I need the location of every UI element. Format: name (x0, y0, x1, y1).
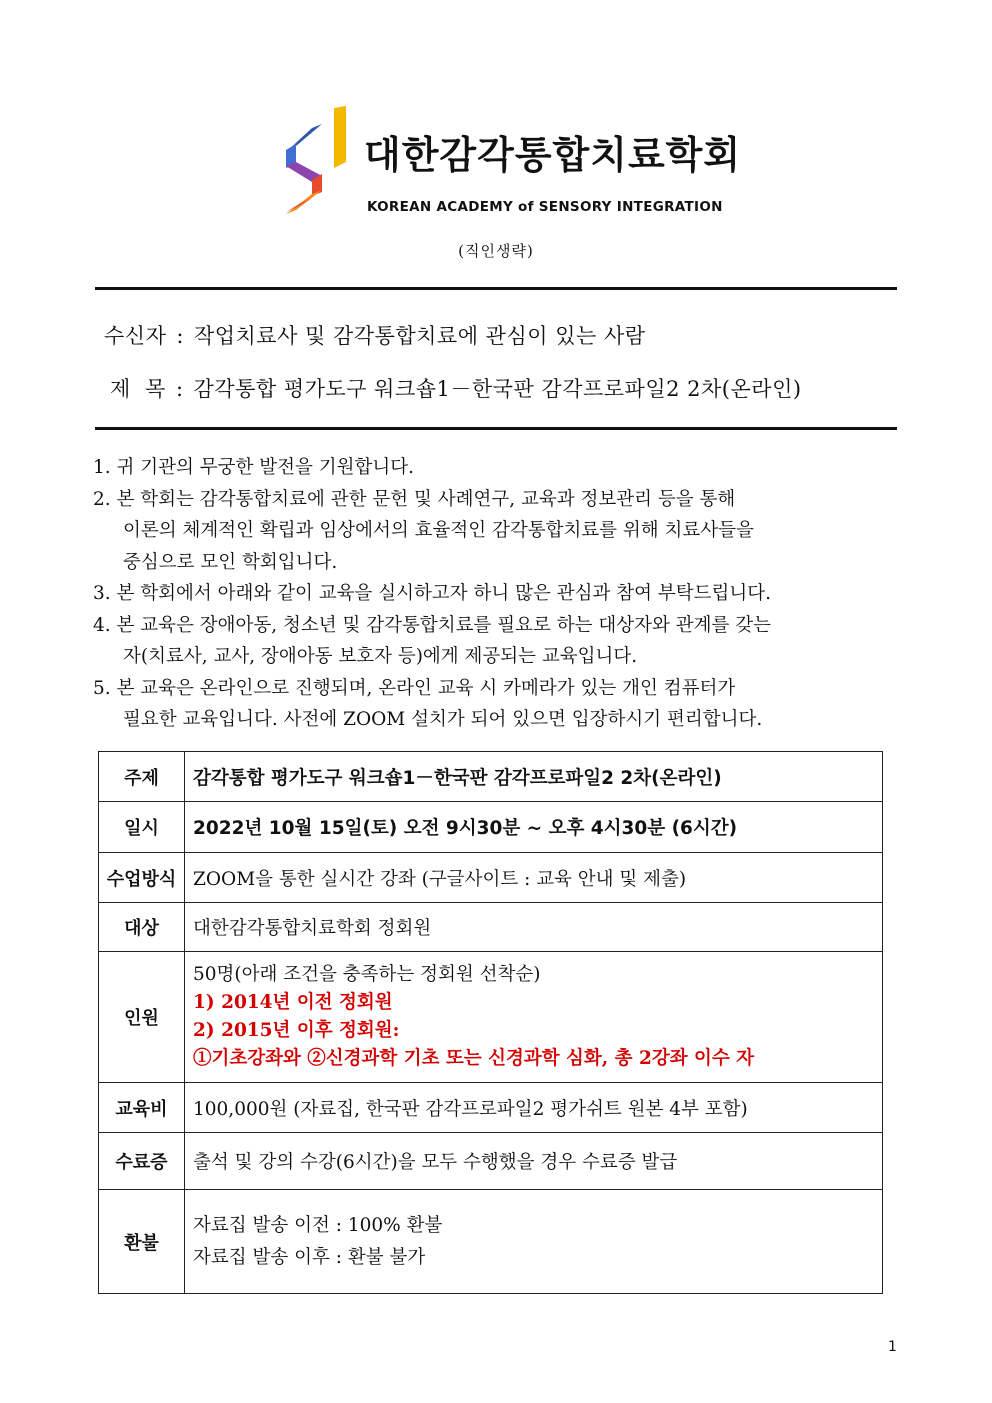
recipient-value: 작업치료사 및 감각통합치료에 관심이 있는 사람 (193, 324, 646, 348)
method-label: 수업방식 (99, 853, 185, 903)
table-row (99, 802, 883, 853)
fee-label: 교육비 (99, 1083, 185, 1133)
table-row (99, 1133, 883, 1190)
subject-line: 제 목 : 감각통합 평가도구 워크숍1－한국판 감각프로파일2 2차(온라인) (110, 377, 802, 401)
subject-label: 제 목 (110, 377, 166, 401)
capacity-label: 인원 (99, 952, 185, 1083)
header-bottom-rule (95, 427, 897, 430)
refund-line-1: 자료집 발송 이전 : 100% 환불 (193, 1214, 443, 1236)
date-value: 2022년 10월 15일(토) 오전 9시30분 ~ 오후 4시30분 (6시간) (185, 802, 883, 853)
body-item-2-cont: 중심으로 모인 학회입니다. (123, 551, 338, 573)
letter-body (93, 452, 903, 736)
table-row (99, 1083, 883, 1133)
recipient-line: 수신자 : 작업치료사 및 감각통합치료에 관심이 있는 사람 (104, 324, 646, 348)
topic-label: 주제 (99, 752, 185, 802)
recipient-label: 수신자 (104, 324, 167, 348)
body-item-4: 4. 본 교육은 장애아동, 청소년 및 감각통합치료를 필요로 하는 대상자와 관계를 갖는 (93, 614, 771, 636)
table-row (99, 752, 883, 802)
body-item-3: 3. 본 학회에서 아래와 같이 교육을 실시하고자 하니 많은 관심과 참여 부탁드립니다. (93, 583, 771, 604)
subject-value: 감각통합 평가도구 워크숍1－한국판 감각프로파일2 2차(온라인) (193, 377, 802, 401)
refund-label: 환불 (99, 1190, 185, 1294)
header-top-rule (95, 287, 897, 290)
academy-logo (282, 106, 742, 216)
certificate-value: 출석 및 강의 수강(6시간)을 모두 수행했을 경우 수료증 발급 (185, 1133, 883, 1190)
certificate-label: 수료증 (99, 1133, 185, 1190)
body-item-2-cont: 이론의 체계적인 확립과 임상에서의 효율적인 감각통합치료를 위해 치료사들을 (123, 520, 754, 541)
seal-omitted-note: (직인생략) (458, 242, 534, 260)
body-item-1: 1. 귀 기관의 무궁한 발전을 기원합니다. (93, 457, 415, 478)
body-item-5-cont: 필요한 교육입니다. 사전에 ZOOM 설치가 되어 있으면 입장하시기 편리합니다. (123, 709, 763, 730)
academy-name-korean: 대한감각통합치료학회 (364, 133, 742, 177)
refund-value (185, 1190, 883, 1294)
capacity-line-2: 1) 2014년 이전 정회원 (193, 992, 393, 1013)
method-value: ZOOM을 통한 실시간 강좌 (구글사이트 : 교육 안내 및 제출) (185, 853, 883, 903)
capacity-line-3: 2) 2015년 이후 정회원: (193, 1020, 400, 1041)
capacity-line-4: ①기초강좌와 ②신경과학 기초 또는 신경과학 심화, 총 2강좌 이수 자 (193, 1048, 755, 1069)
body-item-2: 2. 본 학회는 감각통합치료에 관한 문헌 및 사례연구, 교육과 정보관리 등을 통해 (93, 488, 736, 510)
table-row (99, 1190, 883, 1294)
capacity-value (185, 952, 883, 1083)
table-row (99, 952, 883, 1083)
table-row (99, 903, 883, 952)
refund-line-2: 자료집 발송 이후 : 환불 불가 (193, 1246, 426, 1268)
course-info-table (98, 751, 883, 1294)
academy-name-english: KOREAN ACADEMY of SENSORY INTEGRATION (367, 199, 723, 215)
page-number: 1 (888, 1339, 897, 1355)
academy-logo-mark-icon (282, 106, 352, 216)
table-row (99, 853, 883, 903)
body-item-5: 5. 본 교육은 온라인으로 진행되며, 온라인 교육 시 카메라가 있는 개인 컴퓨터가 (93, 677, 736, 699)
body-item-4-cont: 자(치료사, 교사, 장애아동 보호자 등)에게 제공되는 교육입니다. (123, 646, 638, 667)
date-label: 일시 (99, 802, 185, 853)
fee-value: 100,000원 (자료집, 한국판 감각프로파일2 평가쉬트 원본 4부 포함) (185, 1083, 883, 1133)
target-label: 대상 (99, 903, 185, 952)
topic-value: 감각통합 평가도구 워크숍1－한국판 감각프로파일2 2차(온라인) (185, 752, 883, 802)
capacity-line-1: 50명(아래 조건을 충족하는 정회원 선착순) (193, 964, 541, 985)
target-value: 대한감각통합치료학회 정회원 (185, 903, 883, 952)
